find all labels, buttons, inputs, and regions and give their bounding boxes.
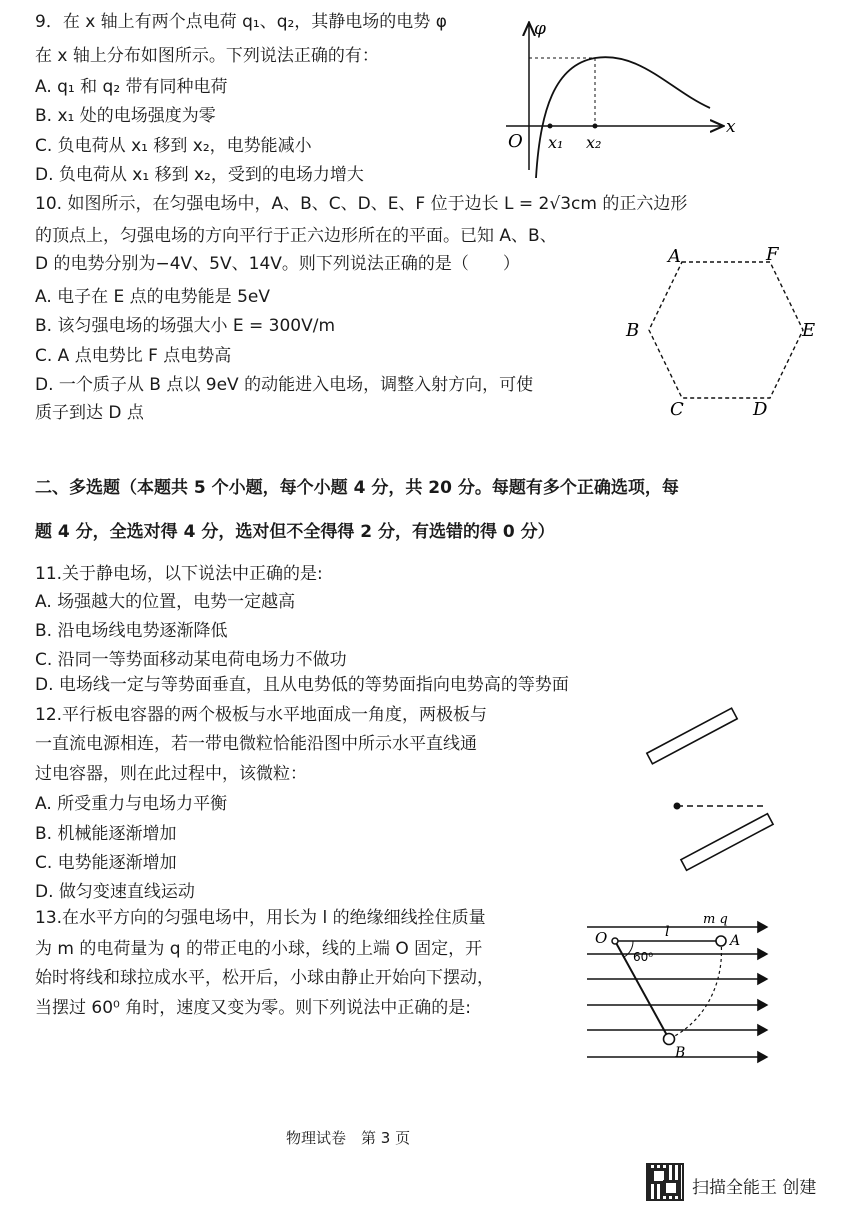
scanner-watermark: 扫描全能王 创建 [692, 1178, 817, 1198]
q12-option-b: B. 机械能逐渐增加 [35, 824, 177, 844]
label-l: l [665, 924, 670, 940]
q13-stem-line3: 始时将线和球拉成水平，松开后，小球由静止开始向下摆动， [35, 968, 494, 988]
q12-option-d: D. 做匀变速直线运动 [35, 882, 195, 902]
origin-label: O [508, 131, 523, 152]
lower-plate [681, 814, 773, 871]
pivot-o [612, 938, 618, 944]
q11-option-a: A. 场强越大的位置，电势一定越高 [35, 592, 296, 612]
q12-capacitor-figure [640, 700, 780, 880]
x2-label: x₂ [586, 133, 602, 152]
vertex-d-label: D [753, 399, 768, 420]
q10-option-d-line1: D. 一个质子从 B 点以 9eV 的动能进入电场，调整入射方向，可使 [35, 375, 534, 395]
vertex-e-label: E [802, 320, 816, 341]
q10-hexagon-figure [620, 240, 820, 420]
x2-point [593, 124, 598, 129]
swing-arc [669, 941, 721, 1039]
vertex-f-label: F [766, 244, 779, 265]
x1-point [548, 124, 553, 129]
q11-stem: 11.关于静电场，以下说法中正确的是: [35, 564, 323, 584]
q12-option-a: A. 所受重力与电场力平衡 [35, 794, 228, 814]
section2-heading-line1: 二、多选题（本题共 5 个小题，每个小题 4 分，共 20 分。每题有多个正确选项，每 [35, 478, 679, 498]
q9-option-d: D. 负电荷从 x₁ 移到 x₂，受到的电场力增大 [35, 165, 364, 185]
upper-plate [647, 708, 737, 764]
q10-option-d-line2: 质子到达 D 点 [35, 403, 144, 423]
label-a: A [730, 933, 741, 949]
q11-option-c: C. 沿同一等势面移动某电荷电场力不做功 [35, 650, 347, 670]
x-label: x [726, 117, 736, 137]
q10-stem-line3: D 的电势分别为−4V、5V、14V。则下列说法正确的是（ ） [35, 254, 520, 274]
vertex-c-label: C [670, 399, 684, 420]
q9-option-a: A. q₁ 和 q₂ 带有同种电荷 [35, 77, 228, 97]
q10-stem-line1: 10. 如图所示，在匀强电场中，A、B、C、D、E、F 位于边长 L = 2√3cm 的正六边形 [35, 194, 688, 214]
vertex-a-label: A [668, 246, 681, 267]
q12-option-c: C. 电势能逐渐增加 [35, 853, 177, 873]
ball-a [716, 936, 726, 946]
q9-stem-line2: 在 x 轴上分布如图所示。下列说法正确的有： [35, 46, 379, 66]
x1-label: x₁ [548, 133, 564, 152]
q12-stem-line2: 一直流电源相连，若一带电微粒恰能沿图中所示水平直线通 [35, 734, 477, 754]
page-footer: 物理试卷 第 3 页 [286, 1129, 411, 1147]
q10-option-a: A. 电子在 E 点的电势能是 5eV [35, 287, 270, 307]
section2-heading-line2: 题 4 分，全选对得 4 分，选对但不全得得 2 分，有选错的得 0 分） [35, 522, 555, 542]
q12-stem-line1: 12.平行板电容器的两个极板与水平地面成一角度，两极板与 [35, 705, 488, 725]
q12-stem-line3: 过电容器，则在此过程中，该微粒： [35, 764, 307, 784]
q10-option-b: B. 该匀强电场的场强大小 E = 300V/m [35, 316, 336, 336]
q9-stem-line1: 9．在 x 轴上有两个点电荷 q₁、q₂，其静电场的电势 φ [35, 12, 447, 32]
qr-code-icon [646, 1163, 684, 1201]
label-b: B [675, 1045, 686, 1061]
vertex-b-label: B [626, 320, 640, 341]
potential-curve [536, 57, 710, 178]
phi-label: φ [534, 19, 546, 39]
label-angle: 60⁰ [633, 950, 654, 964]
hexagon [649, 262, 803, 398]
q9-potential-graph [500, 20, 750, 180]
q9-option-c: C. 负电荷从 x₁ 移到 x₂，电势能减小 [35, 136, 312, 156]
q13-stem-line4: 当摆过 60⁰ 角时，速度又变为零。则下列说法中正确的是: [35, 998, 471, 1018]
q11-option-d: D. 电场线一定与等势面垂直，且从电势低的等势面指向电势高的等势面 [35, 675, 569, 695]
label-o: O [595, 929, 608, 947]
label-mq: m q [703, 912, 728, 927]
q11-option-b: B. 沿电场线电势逐渐降低 [35, 621, 228, 641]
q10-stem-line2: 的顶点上，匀强电场的方向平行于正六边形所在的平面。已知 A、B、 [35, 226, 557, 246]
q13-stem-line1: 13.在水平方向的匀强电场中，用长为 l 的绝缘细线拴住质量 [35, 908, 486, 928]
q13-stem-line2: 为 m 的电荷量为 q 的带正电的小球，线的上端 O 固定，开 [35, 939, 483, 959]
q10-option-c: C. A 点电势比 F 点电势高 [35, 346, 232, 366]
ball-b [664, 1034, 675, 1045]
q13-pendulum-figure [585, 905, 775, 1080]
q9-option-b: B. x₁ 处的电场强度为零 [35, 106, 216, 126]
